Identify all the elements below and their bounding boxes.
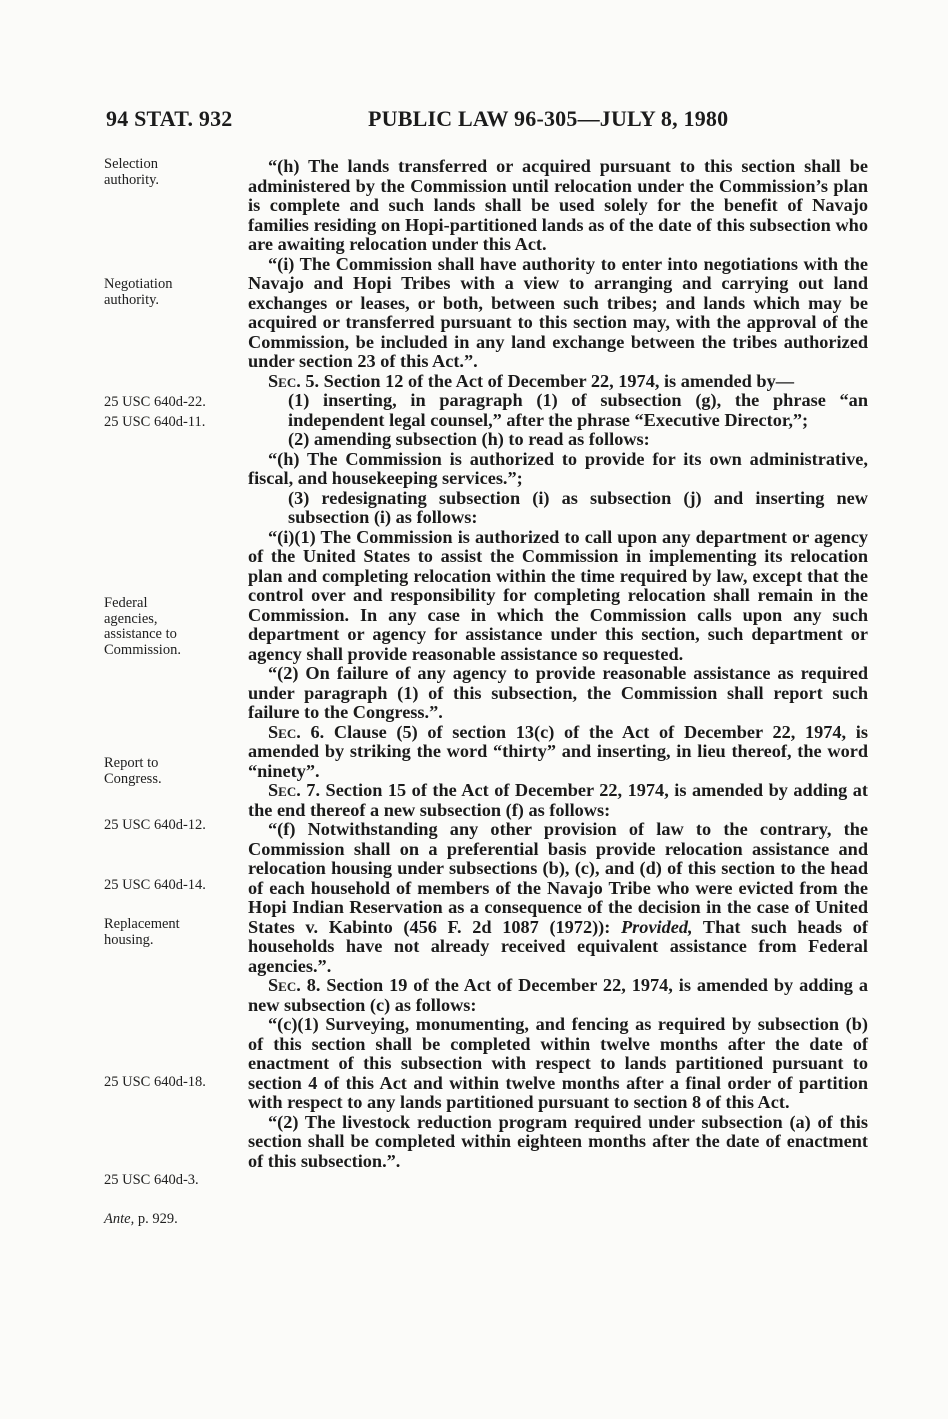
section-8-subsection-c2: “(2) The livestock reduction program required under subsection (a) of this section shall be completed within eighteen months after the date of enactment of this subsection.”.: [248, 1111, 868, 1171]
margin-note-line: authority.: [104, 171, 160, 188]
margin-note-usc-640d-11: 25 USC 640d-11.: [104, 414, 206, 430]
section-7: [248, 781, 868, 820]
margin-note-line: Report to: [104, 755, 159, 771]
margin-note-usc-640d-3: 25 USC 640d-3.: [104, 1172, 199, 1188]
ante-page: p. 929.: [134, 1211, 178, 1227]
ante-italic: Ante,: [104, 1211, 135, 1227]
section-7-subsection-f: [248, 820, 868, 976]
margin-note-line: assistance to: [104, 626, 177, 642]
section-5-item-2: (2) amending subsection (h) to read as follows:: [288, 429, 650, 449]
sec-label: Sec.: [268, 721, 301, 742]
statute-citation: 94 STAT. 932: [106, 106, 233, 131]
sec-label: Sec.: [268, 975, 301, 995]
sec-label: Sec.: [268, 780, 301, 800]
section-8: [248, 976, 868, 1015]
margin-note-replacement-housing: [104, 917, 234, 948]
paragraph-i: “(i) The Commission shall have authority to enter into negotiations with the Navajo and Hopi Tribes with a view to arranging and carrying out land exchanges or leases, or both, between such tribes; and lands which may be acquired or transferred pursuant to this section may, with the approval of the Commission, be included in any land exchange between the tribes authorized under section 23 of this Act.”.: [248, 253, 868, 371]
margin-note-usc-640d-14: 25 USC 640d-14.: [104, 877, 206, 893]
margin-note-usc-640d-12: 25 USC 640d-12.: [104, 817, 206, 833]
margin-note-negotiation-authority: [104, 277, 234, 308]
subsection-f-proviso: That such heads of households have not already received equivalent assistance from Federal agencies.”.: [248, 916, 868, 976]
margin-note-usc-640d-22: 25 USC 640d-22.: [104, 394, 206, 410]
margin-note-line: Commission.: [104, 641, 181, 658]
margin-note-line: Negotiation: [104, 276, 173, 292]
sec-text: 5. Section 12 of the Act of December 22, 1974, is amended by—: [300, 370, 794, 391]
margin-note-line: Congress.: [104, 770, 162, 787]
section-5-subsection-i2: “(2) On failure of any agency to provide reasonable assistance as required under paragraph (1) of this subsection, the Commission shall report such failure to the Congress.”.: [248, 663, 868, 722]
margin-note-usc-640d-18: 25 USC 640d-18.: [104, 1074, 206, 1090]
provided-italic: Provided,: [621, 916, 693, 937]
section-5-subsection-h: “(h) The Commission is authorized to provide for its own administrative, fiscal, and housekeeping services.”;: [248, 448, 868, 488]
sec-label: Sec.: [268, 370, 301, 391]
section-6: [248, 723, 868, 782]
margin-note-report-to-congress: [104, 756, 234, 787]
subsection-f-text: “(f) Notwithstanding any other provision of law to the contrary, the Commission shall on a preferential basis provide relocation assistance and relocation housing under subsections (b), (c), and (d) of this section to the head of each household of members of the Navajo Tribe who were evicted from the Hopi Indian Reservation as a consequence of the decision in the case of United States v. Kabinto (456 F. 2d 1087 (1972)):: [248, 819, 868, 937]
margin-note-federal-agencies: [104, 596, 234, 658]
margin-note-line: Federal: [104, 595, 148, 611]
body-text: [248, 157, 868, 1171]
section-5-item-3: (3) redesignating subsection (i) as subsection (j) and inserting new subsection (i) as follows:: [288, 487, 868, 527]
margin-note-line: Selection: [104, 156, 158, 172]
sec-text: 7. Section 15 of the Act of December 22, 1974, is amended by adding at the end thereof a new subsection (f) as follows:: [248, 780, 868, 820]
margin-note-line: authority.: [104, 291, 160, 308]
sec-text: 6. Clause (5) of section 13(c) of the Act of December 22, 1974, is amended by striking the word “thirty” and inserting, in lieu thereof, the word “ninety”.: [248, 721, 868, 781]
section-8-subsection-c1: “(c)(1) Surveying, monumenting, and fencing as required by subsection (b) of this section shall be completed within twelve months after the date of enactment of this subsection with respect to lands partitioned pursuant to section 4 of this Act and within twelve months after a final order of partition with respect to any lands partitioned pursuant to section 8 of this Act.: [248, 1014, 868, 1112]
margin-note-selection-authority: [104, 157, 234, 188]
margin-note-ante: [104, 1212, 234, 1228]
law-title: PUBLIC LAW 96-305—JULY 8, 1980: [368, 106, 729, 131]
paragraph-h: “(h) The lands transferred or acquired pursuant to this section shall be administered by the Commission until relocation under the Commission’s plan is complete and such lands shall be used solely for the benefit of Navajo families residing on Hopi-partitioned lands as of the date of this subsection who are awaiting relocation under this Act.: [248, 156, 868, 254]
margin-note-line: agencies,: [104, 610, 158, 627]
margin-note-line: Replacement: [104, 916, 180, 932]
sec-text: 8. Section 19 of the Act of December 22, 1974, is amended by adding a new subsection (c) as follows:: [248, 975, 868, 1015]
page-header: [106, 106, 866, 146]
margin-note-line: housing.: [104, 931, 154, 948]
section-5: [248, 372, 868, 392]
section-5-subsection-i1: “(i)(1) The Commission is authorized to call upon any department or agency of the United States to assist the Commission in implementing its relocation plan and completing relocation within the time required by law, except that the control over and responsibility for completing relocation shall remain in the Commission. In any case in which the Commission calls upon any such department or agency for assistance under this section, such department or agency shall provide reasonable assistance so requested.: [248, 526, 868, 664]
section-5-item-1: (1) inserting, in paragraph (1) of subsection (g), the phrase “an independent legal counsel,” after the phrase “Executive Director,”;: [288, 390, 868, 430]
